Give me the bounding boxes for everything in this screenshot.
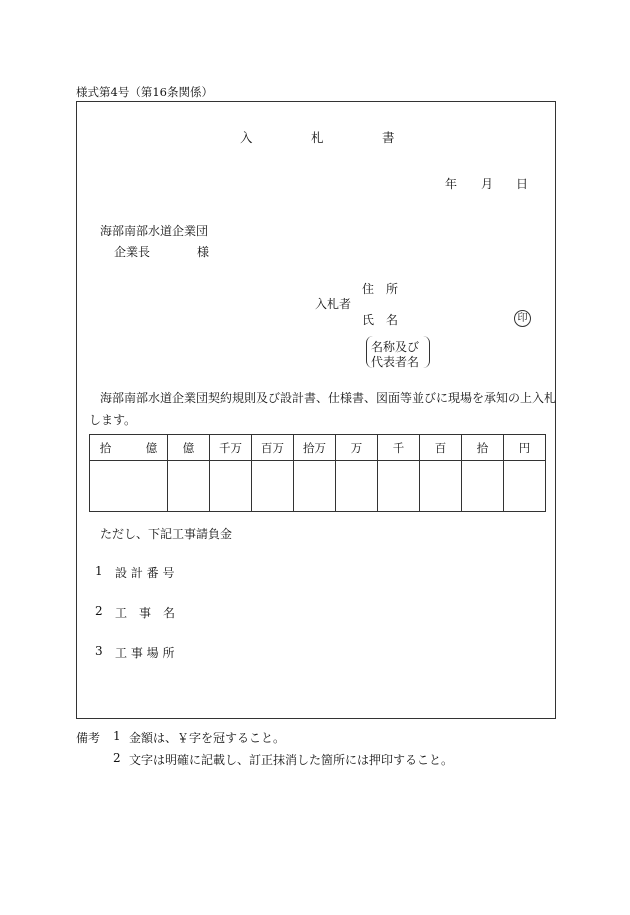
amount-input-cell[interactable] [462, 461, 504, 512]
proviso-text: ただし、下記工事請負金 [100, 527, 233, 541]
representative-note-line1: 名称及び [371, 340, 420, 354]
amount-input-cell[interactable] [378, 461, 420, 512]
remarks-label: 備考 [76, 731, 101, 745]
amount-header-cell: 百万 [252, 435, 294, 461]
amount-value-row [90, 461, 546, 512]
title-char-3: 書 [382, 130, 395, 145]
amount-input-cell[interactable] [420, 461, 462, 512]
date-month: 月 [481, 177, 494, 191]
amount-header-cell: 千万 [210, 435, 252, 461]
amount-input-cell[interactable] [294, 461, 336, 512]
amount-table [89, 434, 546, 512]
name-label: 氏 名 [362, 313, 399, 327]
item-label-work-location: 工 事 場 所 [115, 646, 175, 660]
amount-header-cell: 円 [504, 435, 546, 461]
title-char-1: 入 [240, 130, 253, 145]
item-number: 1 [95, 564, 103, 578]
amount-input-cell[interactable] [504, 461, 546, 512]
addressee-title: 企業長 [114, 245, 151, 259]
amount-input-cell[interactable] [90, 461, 168, 512]
amount-header-cell: 拾万 [294, 435, 336, 461]
amount-input-cell[interactable] [210, 461, 252, 512]
amount-input-cell[interactable] [252, 461, 294, 512]
remark-text-2: 文字は明確に記載し、訂正抹消した箇所には押印すること。 [129, 753, 454, 767]
amount-input-cell[interactable] [168, 461, 210, 512]
remark-text-1: 金額は、￥字を冠すること。 [129, 731, 286, 745]
body-text-line1: 海部南部水道企業団契約規則及び設計書、仕様書、図面等並びに現場を承知の上入札 [100, 391, 557, 405]
body-text-line2: します。 [89, 413, 137, 427]
item-label-design-number: 設 計 番 号 [115, 566, 175, 580]
amount-header-cell: 拾 [462, 435, 504, 461]
item-number: 2 [95, 604, 103, 618]
amount-header-row [90, 435, 546, 461]
remark-number: 1 [113, 729, 121, 743]
item-label-work-name: 工 事 名 [115, 606, 176, 620]
representative-note-line2: 代表者名 [371, 355, 420, 369]
seal-mark-icon: 印 [514, 310, 531, 327]
date-year: 年 [445, 177, 458, 191]
date-day: 日 [516, 177, 529, 191]
addressee-org: 海部南部水道企業団 [100, 224, 209, 238]
amount-header-cell: 万 [336, 435, 378, 461]
amount-header-cell: 拾 億 [90, 435, 168, 461]
form-number-label: 様式第4号（第16条関係） [76, 85, 213, 99]
amount-header-cell: 百 [420, 435, 462, 461]
title-char-2: 札 [311, 130, 324, 145]
bidder-label: 入札者 [315, 297, 352, 311]
amount-header-cell: 億 [168, 435, 210, 461]
amount-input-cell[interactable] [336, 461, 378, 512]
form-frame [76, 101, 556, 719]
addressee-honorific: 様 [197, 245, 210, 259]
remark-number: 2 [113, 751, 121, 765]
amount-header-cell: 千 [378, 435, 420, 461]
item-number: 3 [95, 644, 103, 658]
address-label: 住 所 [362, 282, 399, 296]
